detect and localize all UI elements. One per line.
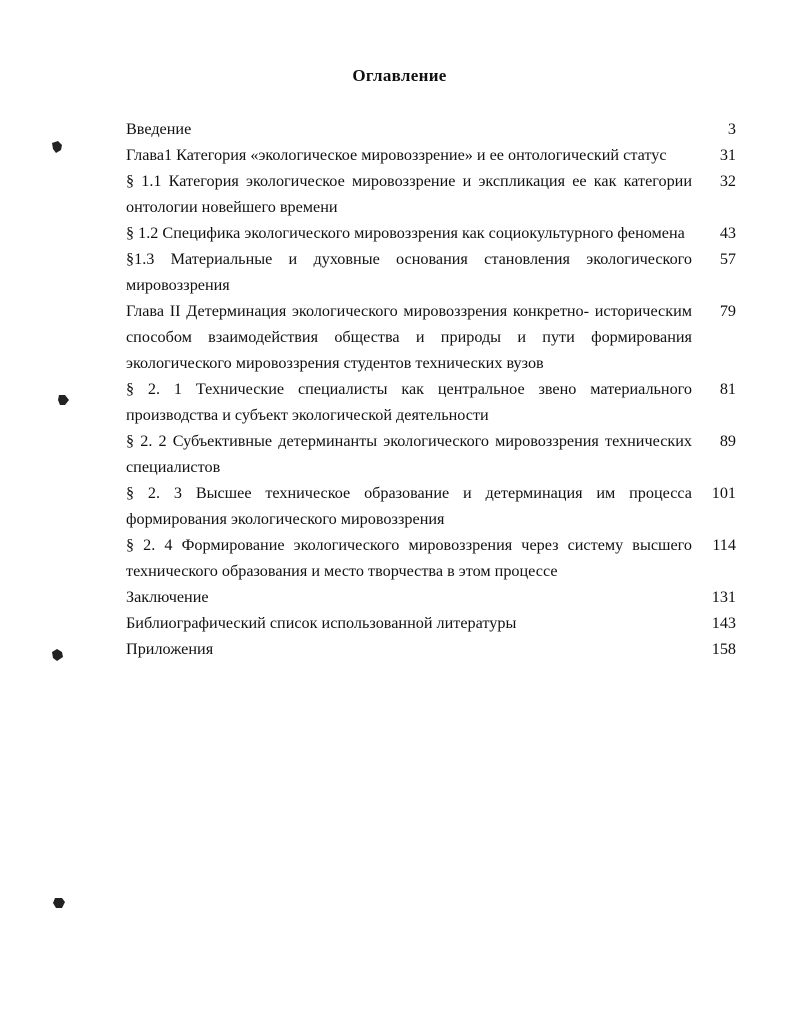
toc-entry-page: 81	[719, 380, 736, 398]
toc-entry	[126, 298, 740, 376]
punch-hole-mark-icon	[52, 896, 66, 910]
toc-entry-text: § 1.1 Категория экологическое мировоззрение и экспликация ее как категории онтологии новейшего времени	[126, 172, 692, 216]
toc-entry-text: Заключение	[126, 588, 209, 606]
toc-entry-text: § 2. 3 Высшее техническое образование и детерминация им процесса формирования экологического мировоззрения	[126, 484, 692, 528]
toc-entry	[126, 142, 740, 168]
toc-entry-text: § 1.2 Специфика экологического мировоззрения как социокультурного феномена	[126, 224, 685, 242]
toc-entry	[126, 376, 740, 428]
toc-entry-page: 114	[712, 536, 736, 554]
toc-entry	[126, 584, 740, 610]
toc-entry	[126, 532, 740, 584]
toc-entry	[126, 116, 740, 142]
toc-entry-page: 143	[711, 614, 736, 632]
toc-entry-text: §1.3 Материальные и духовные основания становления экологического мировоззрения	[126, 250, 692, 294]
toc-entry-text: Приложения	[126, 640, 214, 658]
punch-hole-mark-icon	[50, 648, 64, 662]
toc-entry-text: § 2. 2 Субъективные детерминанты экологического мировоззрения технических специалистов	[126, 432, 692, 476]
toc-entry	[126, 636, 740, 662]
toc-entry-page: 57	[719, 250, 736, 268]
toc-entry-text: Глава II Детерминация экологического мировоззрения конкретно- историческим способом взаимодействия общества и природы и пути формирования экологического мировоззрения студентов технических вузов	[126, 302, 692, 372]
toc-entry-page: 158	[711, 640, 736, 658]
toc-entry-page: 32	[719, 172, 736, 190]
toc-entry	[126, 480, 740, 532]
table-of-contents	[126, 116, 740, 662]
toc-entry	[126, 246, 740, 298]
punch-hole-mark-icon	[50, 140, 64, 154]
punch-hole-mark-icon	[56, 393, 70, 407]
toc-entry-text: § 2. 1 Технические специалисты как центральное звено материального производства и субъект экологической деятельности	[126, 380, 692, 424]
toc-entry-page: 43	[719, 224, 736, 242]
toc-entry-page: 79	[719, 302, 736, 320]
toc-entry-text: Глава1 Категория «экологическое мировоззрение» и ее онтологический статус	[126, 146, 667, 164]
toc-entry-page: 101	[711, 484, 736, 502]
toc-entry-page: 89	[719, 432, 736, 450]
toc-entry	[126, 610, 740, 636]
toc-entry	[126, 428, 740, 480]
toc-entry	[126, 168, 740, 220]
toc-entry	[126, 220, 740, 246]
page-title: Оглавление	[352, 66, 447, 85]
toc-entry-text: § 2. 4 Формирование экологического мировоззрения через систему высшего технического образования и место творчества в этом процессе	[126, 536, 692, 580]
toc-entry-text: Введение	[126, 120, 192, 138]
toc-entry-page: 31	[719, 146, 736, 164]
toc-entry-page: 131	[711, 588, 736, 606]
toc-entry-page: 3	[727, 120, 736, 138]
toc-entry-text: Библиографический список использованной литературы	[126, 614, 517, 632]
